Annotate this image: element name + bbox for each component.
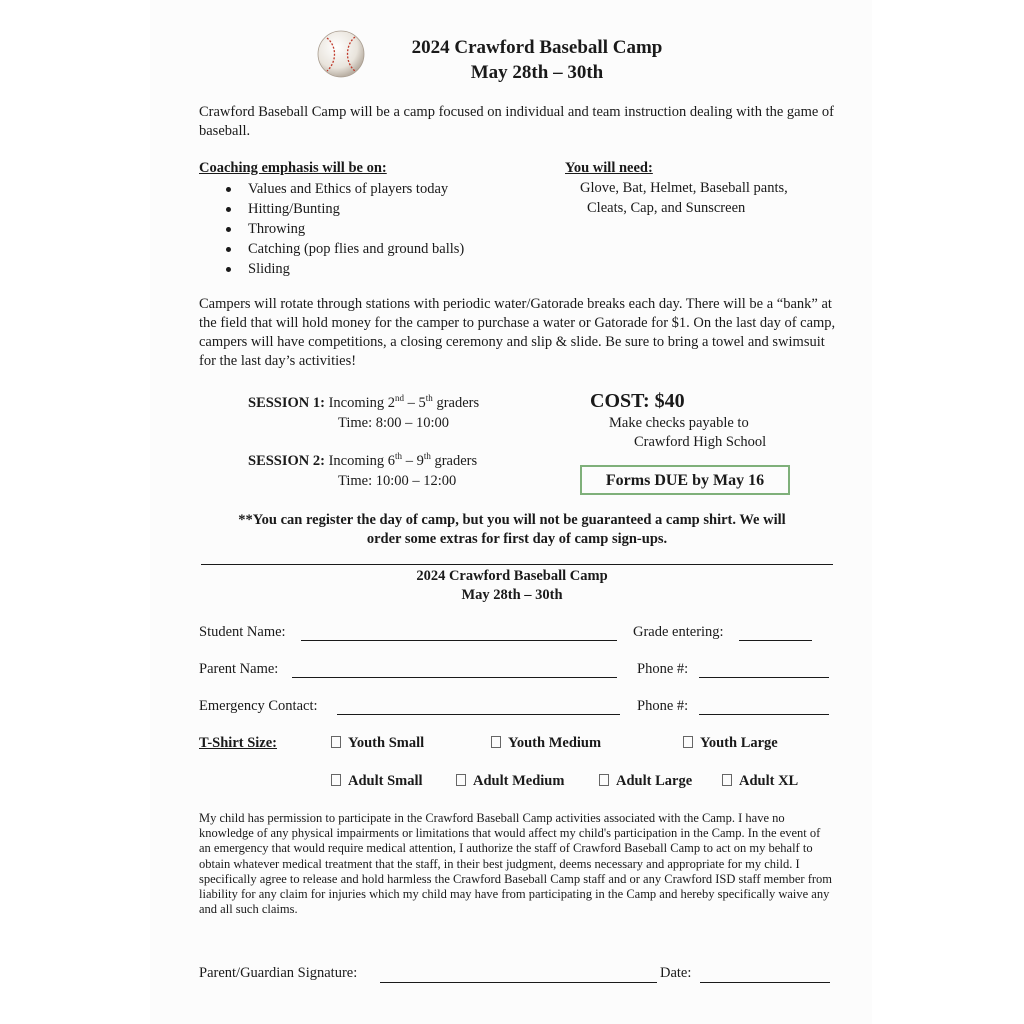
option-youth-large[interactable]: Youth Large [683,735,778,752]
list-item: Hitting/Bunting [199,199,464,219]
coaching-heading: Coaching emphasis will be on: [199,160,387,176]
register-note-1: **You can register the day of camp, but you will not be guaranteed a camp shirt. We will [238,512,786,528]
tshirt-size-label: T-Shirt Size: [199,735,278,751]
list-item: Throwing [199,219,464,239]
grade-entering-field[interactable] [739,640,812,641]
phone-1-label: Phone #: [637,661,689,677]
signature-field[interactable] [380,982,657,983]
needs-line-1: Glove, Bat, Helmet, Baseball pants, [580,180,788,196]
option-adult-xl[interactable]: Adult XL [722,773,798,790]
checkbox-icon[interactable] [491,736,501,748]
phone-2-label: Phone #: [637,698,689,714]
phone-1-field[interactable] [699,677,829,678]
checkbox-icon[interactable] [331,774,341,786]
needs-line-2: Cleats, Cap, and Sunscreen [587,200,746,216]
register-note-2: order some extras for first day of camp sign-ups. [366,531,668,547]
grade-entering-label: Grade entering: [633,624,724,640]
forms-due-badge: Forms DUE by May 16 [580,465,790,495]
list-item: Sliding [199,259,464,279]
option-youth-small[interactable]: Youth Small [331,735,424,752]
checkbox-icon[interactable] [456,774,466,786]
parent-name-label: Parent Name: [199,661,279,677]
coaching-list [199,179,464,279]
session-2-time: Time: 10:00 – 12:00 [338,473,457,489]
parent-name-field[interactable] [292,677,617,678]
page-title: 2024 Crawford Baseball Camp [411,37,663,58]
list-item: Values and Ethics of players today [199,179,464,199]
form-title: 2024 Crawford Baseball Camp [416,568,608,584]
cost-label: COST: $40 [590,390,685,412]
option-youth-medium[interactable]: Youth Medium [491,735,601,752]
stations-paragraph: Campers will rotate through stations with periodic water/Gatorade breaks each day. There will be a “bank” at the field that will hold money for the camper to purchase a water or Gatorade for $1. On the last day of camp, campers will have competitions, a closing ceremony and slip & slide. Be sure to bring a towel and swimsuit for the last day’s activities! [199,296,836,369]
checks-payable: Make checks payable to [609,415,749,431]
phone-2-field[interactable] [699,714,829,715]
session-1-label: SESSION 1: [248,395,325,411]
emergency-contact-label: Emergency Contact: [199,698,318,714]
session-1-time: Time: 8:00 – 10:00 [338,415,450,431]
option-adult-small[interactable]: Adult Small [331,773,423,790]
checkbox-icon[interactable] [599,774,609,786]
form-dates: May 28th – 30th [461,587,563,603]
date-label: Date: [660,965,692,981]
checkbox-icon[interactable] [331,736,341,748]
needs-heading: You will need: [565,160,653,176]
waiver-paragraph: My child has permission to participate in the Crawford Baseball Camp activities associated with the Camp. I have no knowledge of any physical impairments or limitations that would affect my child's participation in the Camp. In the event of an emergency that would require medical attention, I authorize the staff of Crawford Baseball Camp to act on my behalf to obtain whatever medical treatment that the staff, in their best judgment, deems necessary and appropriate for my child. I specifically agree to release and hold harmless the Crawford Baseball Camp staff and or any Crawford ISD staff member from liability for any claim for injuries which my child may have from participating in the Camp and hereby specifically waive any and all such claims. [199,811,833,917]
date-field[interactable] [700,982,830,983]
cut-line-divider [201,564,833,565]
session-2: SESSION 2: Incoming 6th – 9th graders [248,451,478,469]
page-dates: May 28th – 30th [470,62,604,83]
checkbox-icon[interactable] [683,736,693,748]
signature-label: Parent/Guardian Signature: [199,965,358,981]
intro-paragraph: Crawford Baseball Camp will be a camp focused on individual and team instruction dealing with the game of baseball. [199,104,835,139]
checks-payee: Crawford High School [634,434,767,450]
session-2-label: SESSION 2: [248,453,325,469]
option-adult-medium[interactable]: Adult Medium [456,773,564,790]
list-item: Catching (pop flies and ground balls) [199,239,464,259]
checkbox-icon[interactable] [722,774,732,786]
option-adult-large[interactable]: Adult Large [599,773,692,790]
session-1: SESSION 1: Incoming 2nd – 5th graders [248,393,480,411]
student-name-field[interactable] [301,640,617,641]
student-name-label: Student Name: [199,624,286,640]
emergency-contact-field[interactable] [337,714,620,715]
